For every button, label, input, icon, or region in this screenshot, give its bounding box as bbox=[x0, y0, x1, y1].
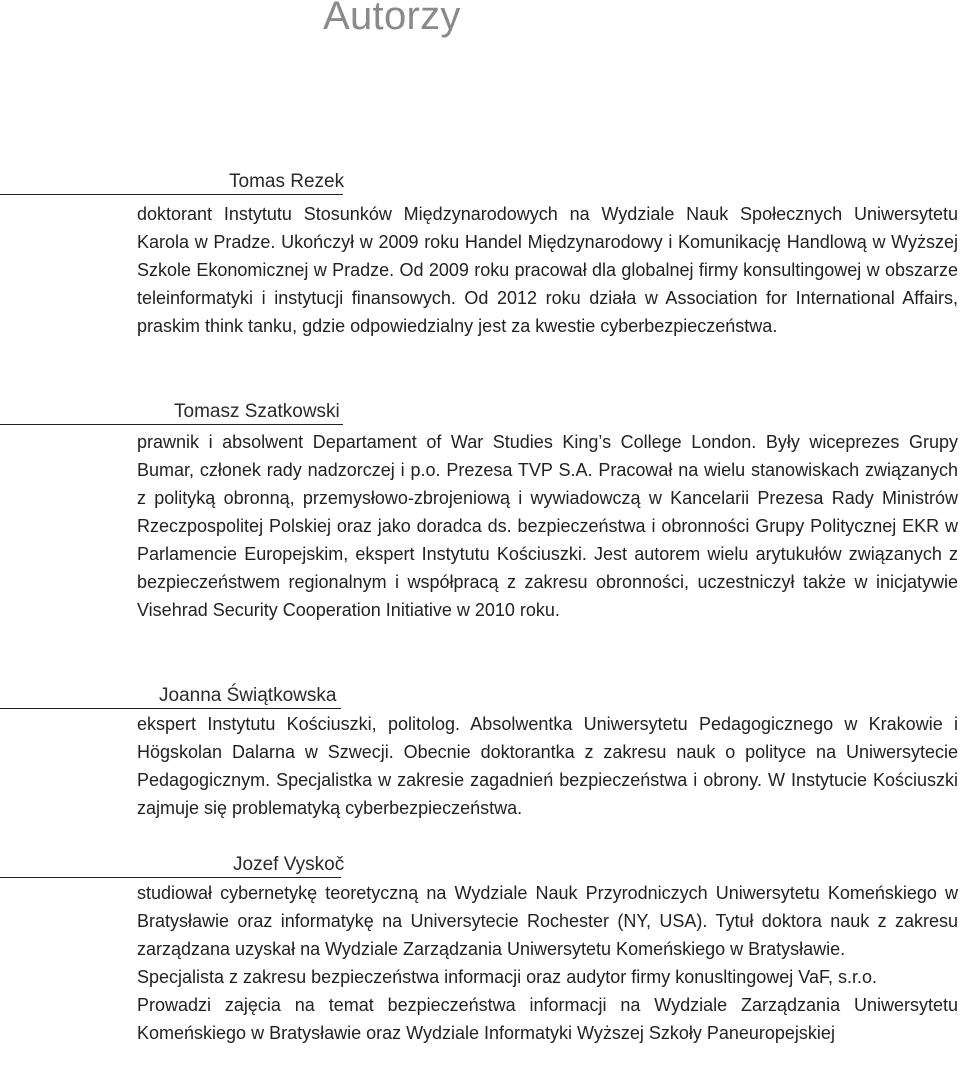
author-name-underline bbox=[0, 400, 343, 425]
author-name-underline bbox=[0, 684, 341, 709]
author-bio bbox=[137, 879, 958, 1047]
author-bio bbox=[137, 428, 958, 624]
author-name-underline bbox=[0, 853, 345, 878]
bio-paragraph: Prowadzi zajęcia na temat bezpieczeństwa informacji na Wydziale Zarządzania Uniwersytetu Komeńskiego w Bratysławie oraz Wydziale Informatyki Wyższej Szkoły Paneuropejskiej bbox=[137, 995, 958, 1043]
bio-paragraph: doktorant Instytutu Stosunków Międzynarodowych na Wydziale Nauk Społecznych Uniwersytetu Karola w Pradze. Ukończył w 2009 roku Handel Międzynarodowy i Komunikację Handlową w Wyższej Szkole Ekonomicznej w Pradze. Od 2009 roku pracował dla globalnej firmy konsultingowej w obszarze teleinformatyki i instytucji finansowych. Od 2012 roku działa w Association for International Affairs, praskim think tanku, gdzie odpowiedzialny jest za kwestie cyberbezpieczeństwa. bbox=[137, 204, 958, 336]
page-title: Autorzy bbox=[323, 0, 461, 38]
bio-paragraph: ekspert Instytutu Kościuszki, politolog. Absolwentka Uniwersytetu Pedagogicznego w Krakowie i Högskolan Dalarna w Szwecji. Obecnie doktorantka z zakresu nauk o polityce na Uniwersytecie Pedagogicznym. Specjalistka w zakresie zagadnień bezpieczeństwa i obrony. W Instytucie Kościuszki zajmuje się problematyką cyberbezpieczeństwa. bbox=[137, 714, 958, 818]
author-name: Jozef Vyskoč bbox=[233, 854, 345, 875]
author-name-underline bbox=[0, 170, 343, 195]
author-bio bbox=[137, 710, 958, 822]
author-name: Tomasz Szatkowski bbox=[174, 401, 340, 422]
author-name: Tomas Rezek bbox=[229, 171, 345, 192]
bio-paragraph: Specjalista z zakresu bezpieczeństwa informacji oraz audytor firmy konusltingowej VaF, s.r.o. bbox=[137, 967, 877, 987]
author-bio bbox=[137, 200, 958, 340]
bio-paragraph: prawnik i absolwent Departament of War Studies King’s College London. Były wiceprezes Grupy Bumar, członek rady nadzorczej i p.o. Prezesa TVP S.A. Pracował na wielu stanowiskach związanych z polityką obronną, przemysłowo-zbrojeniową i wywiadowczą w Kancelarii Prezesa Rady Ministrów Rzeczpospolitej Polskiej oraz jako doradca ds. bezpieczeństwa i obronności Grupy Politycznej EKR w Parlamencie Europejskim, ekspert Instytutu Kościuszki. Jest autorem wielu arytukułów związanych z bezpieczeństwem regionalnym i współpracą z zakresu obronności, uczestniczył także w inicjatywie Visehrad Security Cooperation Initiative w 2010 roku. bbox=[137, 432, 958, 620]
author-name: Joanna Świątkowska bbox=[159, 685, 337, 706]
bio-paragraph: studiował cybernetykę teoretyczną na Wydziale Nauk Przyrodniczych Uniwersytetu Komeńskiego w Bratysławie oraz informatykę na Universytecie Rochester (NY, USA). Tytuł doktora nauk z zakresu zarządzana uzyskał na Wydziale Zarządzania Uniwersytetu Komeńskiego w Bratysławie. bbox=[137, 883, 958, 959]
